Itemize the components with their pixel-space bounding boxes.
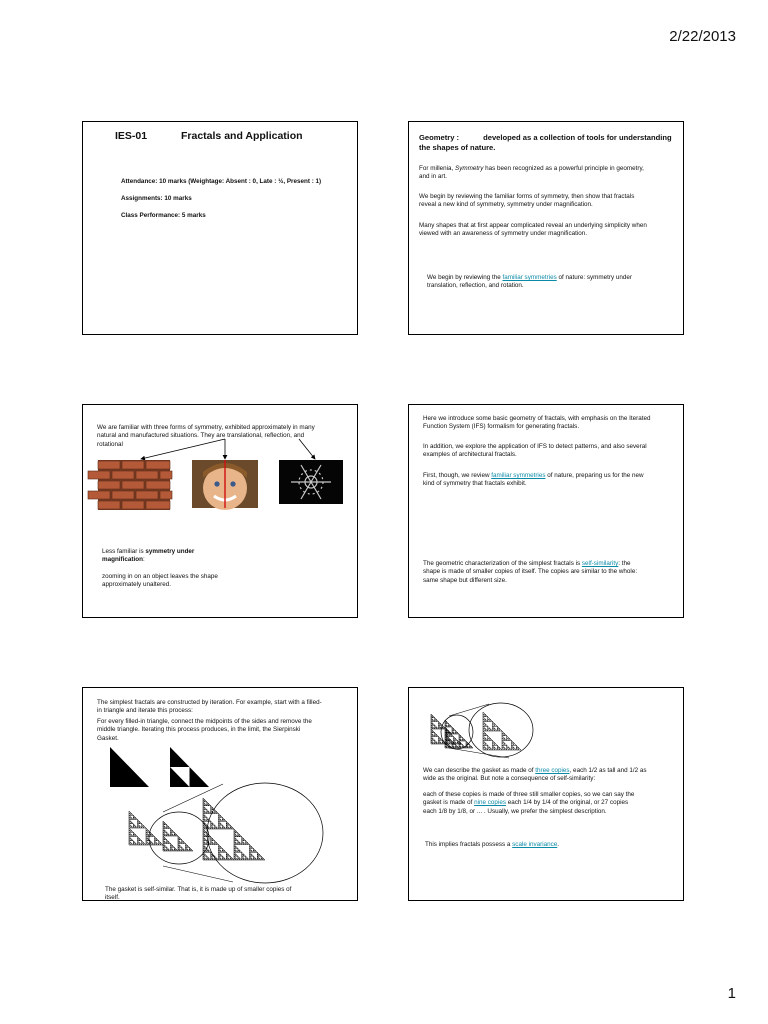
intro-line1: We are familiar with three forms of symmetry, exhibited approximately in many (97, 424, 315, 431)
self-similarity-link[interactable]: self-similarity (581, 560, 619, 567)
p2-line2: reveal a new kind of symmetry, symmetry under magnification. (419, 201, 593, 209)
slide-1 (82, 121, 358, 335)
less-pre: Less familiar is (102, 548, 146, 555)
scale-invariance-text (425, 841, 559, 849)
caption-line1: The gasket is self-similar. That is, it is made up of smaller copies of (105, 886, 292, 893)
p2-line2: examples of architectural fractals. (423, 451, 517, 459)
p1-post: , each 1/2 as tall and 1/2 as (569, 767, 647, 774)
p3-line1: Many shapes that at first appear complicated reveal an underlying simplicity when (419, 222, 647, 229)
zoom-text (102, 573, 218, 590)
p1-line2: in triangle and iterate this process: (97, 707, 193, 715)
p4-post: of nature: symmetry under (556, 274, 632, 281)
brick-wall-image (98, 460, 170, 510)
p2-line1: each of these copies is made of three still smaller copies, so we can say the (423, 791, 635, 798)
sierpinski-copies-diagram (409, 688, 684, 768)
paragraph-1 (419, 165, 644, 182)
less-bold: symmetry under (145, 548, 195, 555)
p1-pre: For millenia, (419, 165, 456, 172)
sierpinski-zoom-diagram (83, 688, 358, 901)
scale-invariance-link[interactable]: scale invariance (512, 841, 558, 848)
p2-post: each 1/4 by 1/4 of the original, or 27 copies (505, 799, 629, 807)
intro-line2: natural and manufactured situations. They are translational, reflection, and (97, 432, 305, 440)
page-date: 2/22/2013 (669, 28, 736, 45)
ifs-intro (423, 415, 651, 432)
p3-line2: viewed with an awareness of symmetry under magnification. (419, 230, 587, 238)
self-similarity-text (423, 560, 637, 585)
assignments-text: Assignments: 10 marks (121, 195, 192, 202)
p3-post: . (557, 841, 560, 848)
heading-line2: the shapes of nature. (419, 143, 496, 153)
page-number: 1 (727, 985, 736, 1002)
p4-line3: same shape but different size. (423, 576, 507, 584)
less-bold2: magnification (102, 556, 143, 564)
zoom-line1: zooming in on an object leaves the shape (102, 573, 218, 580)
snowflake-image (279, 460, 343, 504)
p1-line1: The simplest fractals are constructed by iteration. For example, start with a filled- (97, 699, 322, 706)
p4-line2: translation, reflection, and rotation. (427, 282, 524, 290)
paragraph-4 (427, 274, 632, 291)
p4-line2: shape is made of smaller copies of itself. The copies are similar to the whole: (423, 568, 638, 576)
ifs-application (423, 443, 647, 460)
slide-6 (408, 687, 684, 901)
course-code: IES-01 (115, 130, 148, 142)
paragraph-2 (419, 193, 634, 210)
geometry-heading (419, 133, 681, 154)
p4-pre: The geometric characterization of the simplest fractals is (423, 560, 582, 567)
three-copies-text (423, 767, 647, 784)
paragraph-3 (419, 222, 647, 239)
class-performance-text: Class Performance: 5 marks (121, 212, 206, 219)
p2-line2: middle triangle. Iterating this process produces, in the limit, the Sierpinski (97, 726, 301, 734)
nine-copies-link[interactable]: nine copies (474, 799, 506, 807)
face-image (192, 460, 258, 508)
p2-line1: In addition, we explore the application of IFS to detect patterns, and also several (423, 443, 647, 450)
less-familiar-text (102, 548, 194, 565)
nine-copies-text (423, 791, 634, 816)
slide-2 (408, 121, 684, 335)
less-colon: : (142, 556, 145, 564)
gasket-caption (105, 886, 291, 901)
p4-post: : the (618, 560, 631, 567)
review-symmetries (423, 472, 644, 489)
intro-line3: rotational (97, 440, 123, 448)
p2-line1: For every filled-in triangle, connect the midpoints of the sides and remove the (97, 718, 312, 725)
attendance-text: Attendance: 10 marks (Weightage: Absent : 0, Late : ½, Present : 1) (121, 178, 322, 185)
p1-line2: and in art. (419, 173, 448, 181)
heading-rest: developed as a collection of tools for understanding (483, 133, 672, 142)
slide-4 (408, 404, 684, 618)
slide-3 (82, 404, 358, 618)
caption-line2: itself. (105, 894, 120, 901)
p2-line3: each 1/8 by 1/8, or ... . Usually, we prefer the simplest description. (423, 807, 607, 815)
slide-title: Fractals and Application (181, 130, 303, 142)
p1-em: Symmetry (455, 165, 484, 172)
p4-pre: We begin by reviewing the (427, 274, 503, 281)
p3-pre: First, though, we review (423, 472, 492, 479)
p2-line3: Gasket. (97, 734, 119, 742)
slide-5 (82, 687, 358, 901)
p1-pre: We can describe the gasket as made of (423, 767, 536, 774)
heading-label: Geometry : (419, 133, 460, 142)
p1-post: has been recognized as a powerful principle in geometry, (483, 165, 644, 172)
three-copies-link[interactable]: three copies (535, 767, 570, 774)
p3-pre: This implies fractals possess a (425, 841, 513, 848)
p1-line2: Function System (IFS) formalism for generating fractals. (423, 423, 580, 431)
p1-line1: Here we introduce some basic geometry of fractals, with emphasis on the Iterated (423, 415, 651, 422)
zoom-line2: approximately unaltered. (102, 581, 171, 589)
p3-line2: kind of symmetry that fractals exhibit. (423, 480, 527, 488)
p3-post: of nature, preparing us for the new (545, 472, 644, 479)
familiar-symmetries-link[interactable]: familiar symmetries (491, 472, 546, 479)
p1-line2: wide as the original. But note a consequence of self-similarity: (423, 775, 596, 783)
p2-line1: We begin by reviewing the familiar forms of symmetry, then show that fractals (419, 193, 635, 200)
familiar-symmetries-link[interactable]: familiar symmetries (502, 274, 557, 281)
p2-pre: gasket is made of (423, 799, 475, 807)
